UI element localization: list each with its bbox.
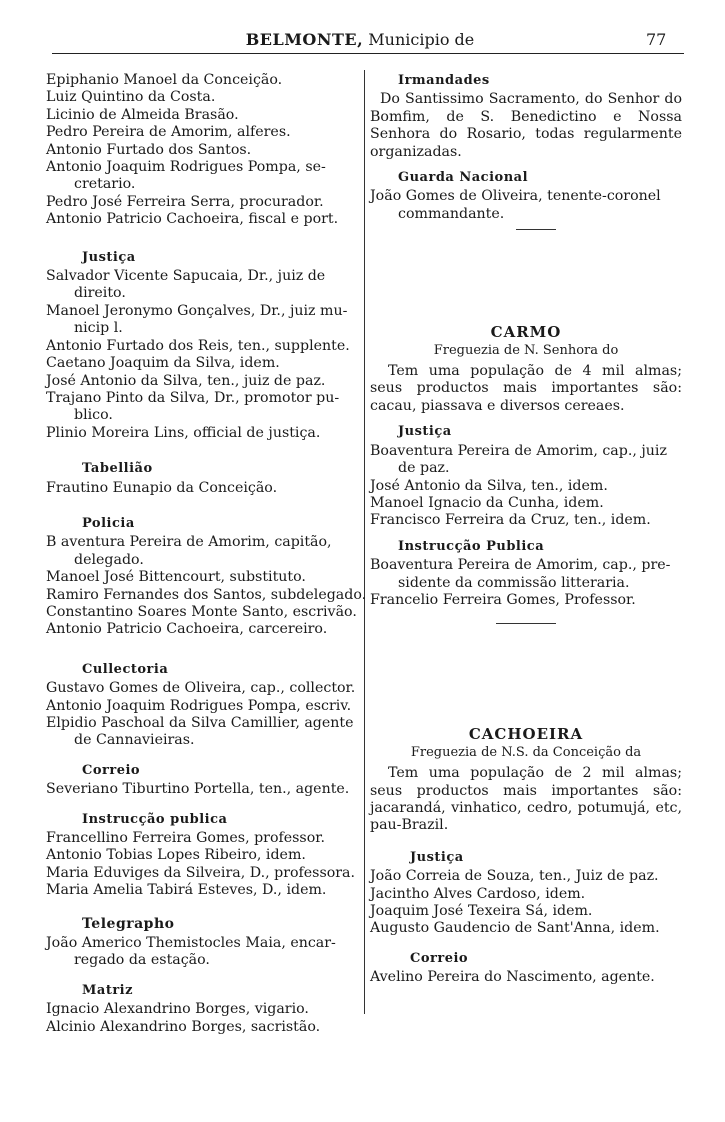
section-title-irmandades: Irmandades (398, 73, 490, 88)
irmandades-text: Do Santissimo Sacramento, do Senhor do Bomfim, de S. Benedictino e Nossa Senhora do Rosario, todas regularmente organizadas. (370, 91, 682, 160)
entry: Antonio Tobias Lopes Ribeiro, idem. (46, 847, 306, 864)
officials-list (46, 72, 364, 229)
left-column (46, 72, 367, 1036)
entry: Caetano Joaquim da Silva, idem. (46, 355, 280, 372)
official-item: Pedro José Ferreira Serra, procurador. (46, 193, 324, 210)
page-header (0, 30, 725, 56)
section-title-guarda: Guarda Nacional (398, 170, 529, 186)
entry: Plinio Moreira Lins, official de justiça. (46, 424, 321, 441)
section-title-policia: Policia (82, 515, 135, 531)
section-title-correio: Correio (82, 762, 141, 778)
entry: Francelio Ferreira Gomes, Professor. (370, 591, 636, 608)
entry: Manoel Jeronymo Gonçalves, Dr., juiz mu- (46, 302, 348, 319)
official-item: Antonio Joaquim Rodrigues Pompa, se- (46, 159, 326, 176)
entry: Antonio Patricio Cachoeira, carcereiro. (46, 621, 328, 638)
entry: Frautino Eunapio da Conceição. (46, 479, 278, 496)
entry: Maria Eduviges da Silveira, D., professora. (46, 864, 356, 881)
header-rule (52, 53, 684, 54)
entry: Manoel Ignacio da Cunha, idem. (370, 494, 604, 511)
section-title-matriz: Matriz (82, 982, 133, 998)
running-title-bold: BELMONTE, (245, 30, 364, 49)
entry-cont: regado da estação. (74, 952, 210, 969)
entry-cont: de Cannavieiras. (74, 732, 195, 749)
entry: Joaquim José Texeira Sá, idem. (370, 903, 593, 919)
entry: Alcinio Alexandrino Borges, sacristão. (46, 1018, 321, 1035)
entry: João Gomes de Oliveira, tenente-coronel (370, 188, 661, 205)
entry: Gustavo Gomes de Oliveira, cap., collector. (46, 680, 356, 697)
carmo-subtitle: Freguezia de N. Senhora do (433, 342, 619, 358)
running-title-rest: Municipio de (368, 30, 475, 49)
section-title-justica: Justiça (82, 249, 136, 265)
entry: Elpidio Paschoal da Silva Camillier, agente (46, 715, 354, 731)
official-item: Epiphanio Manoel da Conceição. (46, 72, 283, 88)
entry-cont: direito. (74, 285, 126, 302)
official-item-cont: cretario. (74, 176, 136, 193)
entry: Jacintho Alves Cardoso, idem. (370, 885, 586, 902)
section-title-collectoria: Cullectoria (82, 661, 169, 677)
cachoeira-subtitle: Freguezia de N.S. da Conceição da (410, 744, 642, 760)
entry: Antonio Joaquim Rodrigues Pompa, escriv. (46, 697, 352, 714)
section-title-telegrapho: Telegrapho (82, 915, 175, 932)
entry: Francellino Ferreira Gomes, professor. (46, 830, 325, 847)
section-title-tabelliao: Tabellião (82, 461, 153, 477)
entry: Severiano Tiburtino Portella, ten., agente. (46, 781, 350, 798)
entry: Ramiro Fernandes dos Santos, subdelegado. (46, 586, 367, 603)
section-rule (516, 229, 556, 230)
column-divider (364, 70, 365, 1014)
entry-cont: delegado. (74, 551, 144, 568)
section-title-carmo-justica: Justiça (398, 424, 452, 440)
official-item: Licinio de Almeida Brasão. (46, 106, 239, 123)
cachoeira-text: Tem uma população de 2 mil almas; seus productos mais importantes são: jacarandá, vinhatico, cedro, potumujá, etc, pau-Brazil. (370, 765, 682, 834)
entry: Avelino Pereira do Nascimento, agente. (370, 969, 655, 986)
entry-cont: sidente da commissão litteraria. (398, 574, 630, 591)
entry: Francisco Ferreira da Cruz, ten., idem. (370, 512, 651, 529)
section-title-cachoeira-correio: Correio (410, 950, 469, 966)
carmo-text: Tem uma população de 4 mil almas; seus productos mais importantes são: cacau, piassava e diversos cereaes. (370, 363, 682, 414)
running-title (170, 30, 550, 49)
entry: Trajano Pinto da Silva, Dr., promotor pu- (46, 389, 340, 406)
entry: José Antonio da Silva, ten., idem. (370, 477, 608, 494)
right-column (370, 72, 682, 987)
entry: Augusto Gaudencio de Sant'Anna, idem. (370, 920, 660, 937)
entry: João Americo Themistocles Maia, encar- (46, 935, 336, 952)
entry: Salvador Vicente Sapucaia, Dr., juiz de (46, 268, 326, 285)
entry-cont: de paz. (398, 460, 450, 477)
section-rule (496, 623, 556, 624)
entry: Boaventura Pereira de Amorim, cap., juiz (370, 442, 667, 459)
entry: Ignacio Alexandrino Borges, vigario. (46, 1001, 309, 1018)
entry-cont: nicip l. (74, 320, 123, 337)
entry-cont: commandante. (398, 205, 505, 222)
section-title-instrucao: Instrucção publica (82, 811, 228, 827)
carmo-title: CARMO (490, 323, 562, 342)
entry: Manoel José Bittencourt, substituto. (46, 569, 306, 586)
section-title-cachoeira-justica: Justiça (410, 849, 464, 865)
page-number: 77 (646, 30, 667, 49)
official-item: Antonio Patricio Cachoeira, fiscal e port. (46, 211, 339, 228)
entry: Antonio Furtado dos Reis, ten., supplente. (46, 337, 350, 354)
entry: Maria Amelia Tabirá Esteves, D., idem. (46, 882, 327, 899)
entry-cont: blico. (74, 407, 113, 424)
entry: João Correia de Souza, ten., Juiz de paz. (370, 868, 659, 885)
official-item: Luiz Quintino da Costa. (46, 89, 216, 106)
cachoeira-title: CACHOEIRA (468, 725, 584, 744)
entry: B aventura Pereira de Amorim, capitão, (46, 534, 332, 551)
entry: José Antonio da Silva, ten., juiz de paz. (46, 372, 326, 389)
official-item: Antonio Furtado dos Santos. (46, 141, 252, 158)
official-item: Pedro Pereira de Amorim, alferes. (46, 124, 291, 141)
section-title-carmo-instrucao: Instrucção Publica (398, 538, 545, 554)
entry: Constantino Soares Monte Santo, escrivão. (46, 603, 357, 620)
entry: Boaventura Pereira de Amorim, cap., pre- (370, 557, 671, 574)
